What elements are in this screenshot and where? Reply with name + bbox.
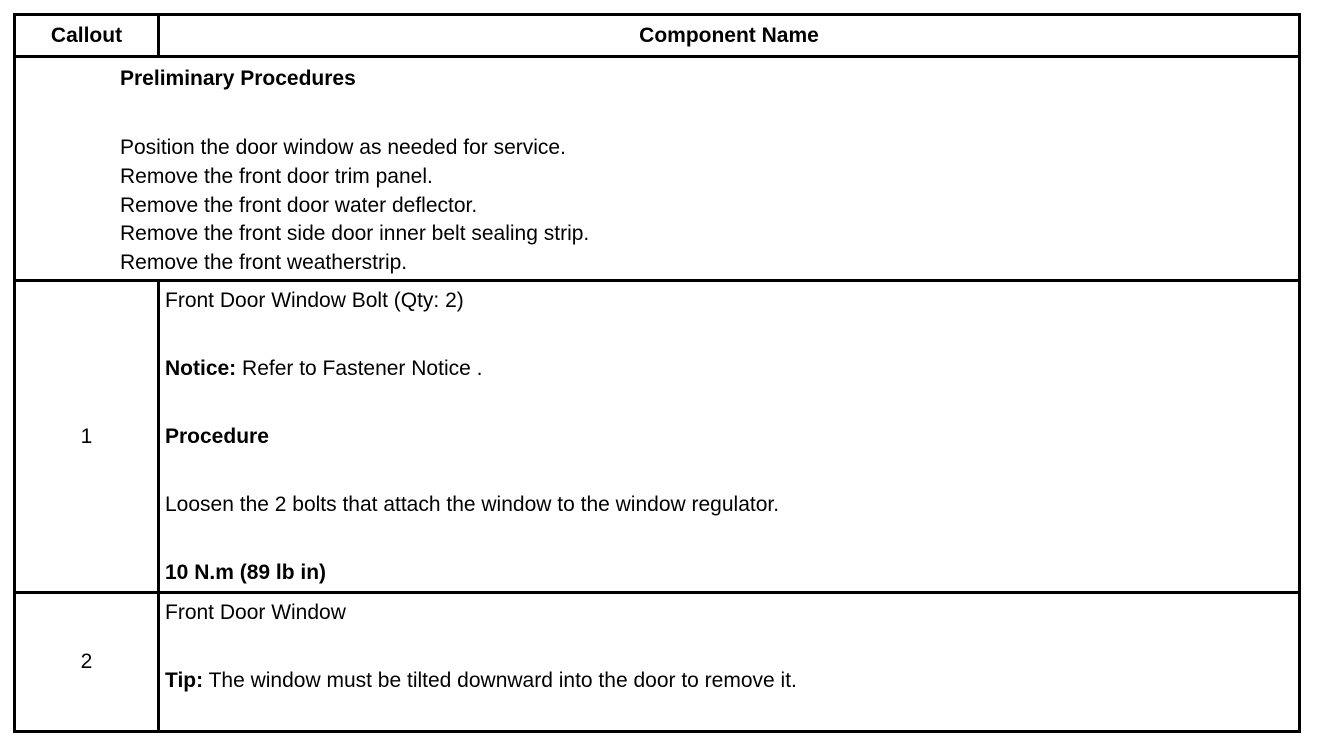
component-cell: [160, 282, 1298, 591]
preliminary-step: Position the door window as needed for service.: [120, 136, 566, 159]
preliminary-procedures: [120, 66, 1288, 278]
preliminary-steps: [120, 134, 1288, 278]
component-cell: [160, 594, 1298, 730]
preliminary-step: Remove the front side door inner belt sealing strip.: [120, 222, 590, 246]
callout-header: Callout: [16, 16, 160, 55]
step-details: [165, 288, 1288, 628]
preliminary-step: Remove the front weatherstrip.: [120, 251, 408, 274]
procedure-text: Loosen the 2 bolts that attach the window to the window regulator.: [165, 493, 780, 516]
component-name: Front Door Window Bolt (Qty: 2): [165, 289, 464, 312]
table-header-row: [16, 16, 1298, 58]
callout-number: 2: [16, 594, 160, 730]
notice-label: Notice:: [165, 357, 237, 380]
step-details: [165, 600, 1288, 736]
notice: [165, 356, 1288, 382]
table-row: [16, 282, 1298, 594]
callout-number: 1: [16, 282, 160, 591]
preliminary-procedures-row: [16, 58, 1298, 282]
procedure-label: Procedure: [165, 425, 269, 448]
preliminary-step: Remove the front door trim panel.: [120, 164, 433, 188]
tip: [165, 668, 1288, 694]
component-name: Front Door Window: [165, 601, 346, 624]
table-row: [16, 594, 1298, 730]
component-name-header: Component Name: [639, 23, 819, 47]
torque-spec: 10 N.m (89 lb in): [165, 561, 327, 584]
tip-label: Tip:: [165, 669, 204, 692]
tip-text: The window must be tilted downward into the door to remove it.: [203, 669, 797, 692]
preliminary-title: Preliminary Procedures: [120, 67, 356, 90]
notice-text: Refer to Fastener Notice .: [236, 357, 483, 380]
preliminary-step: Remove the front door water deflector.: [120, 193, 478, 217]
procedure-table: [13, 13, 1301, 733]
